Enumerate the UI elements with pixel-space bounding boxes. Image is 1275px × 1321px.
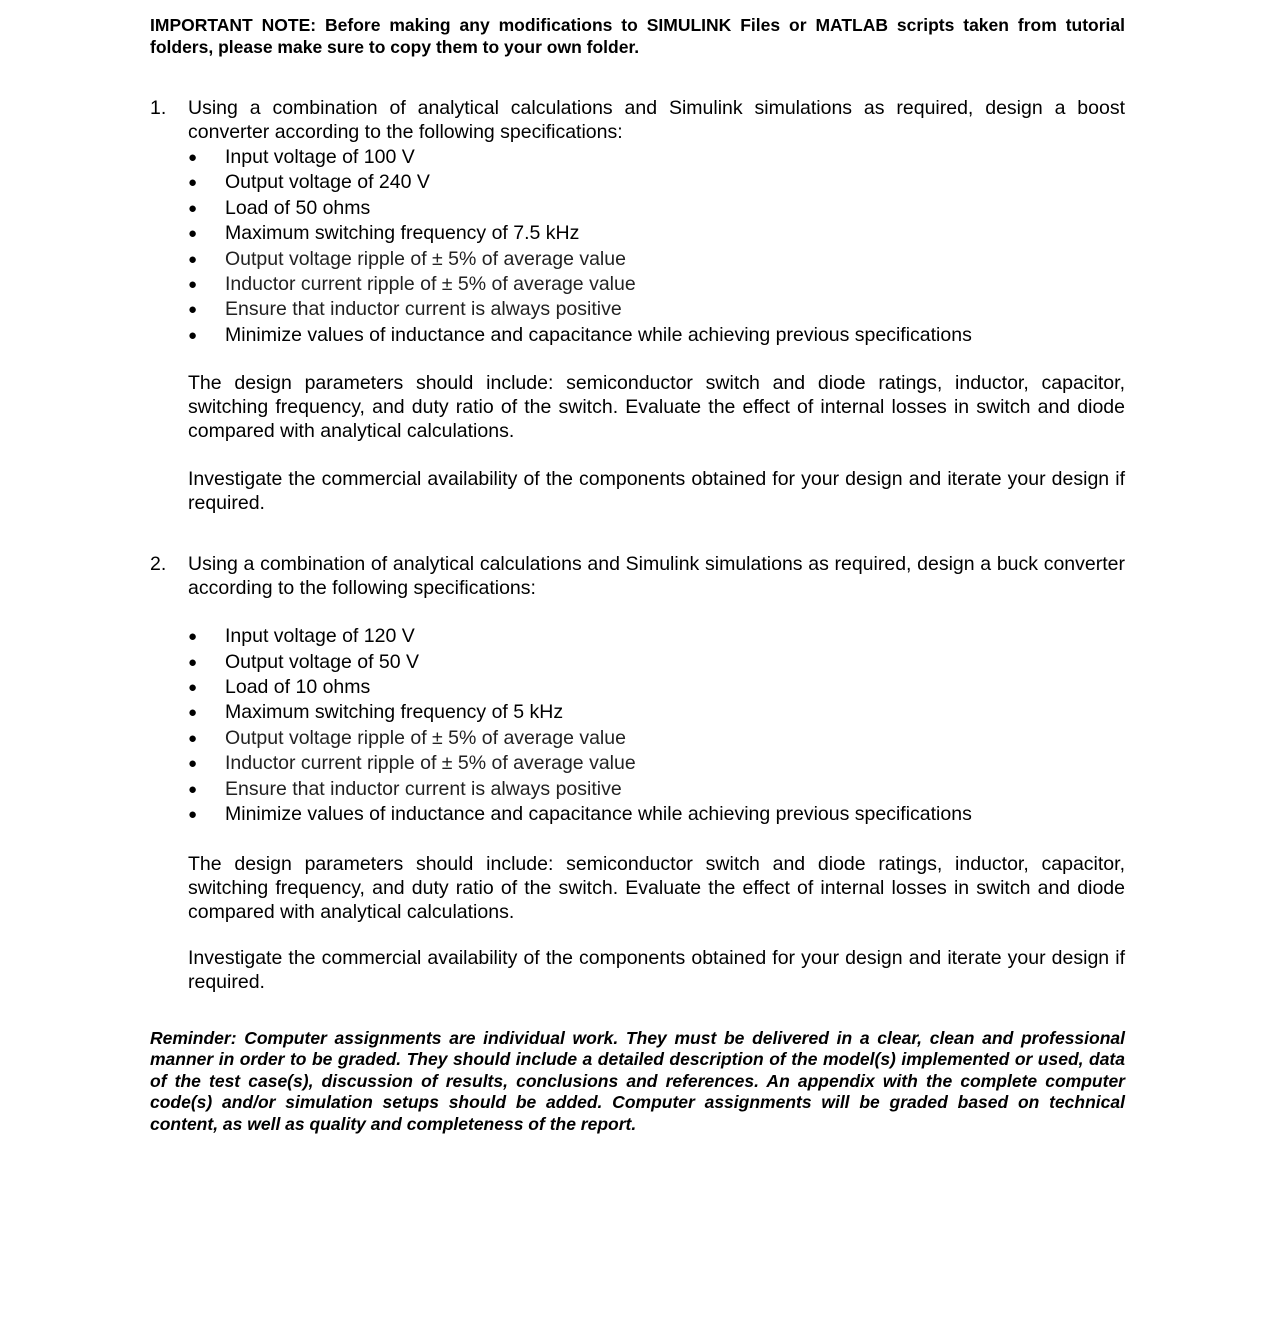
spec-item: ● Minimize values of inductance and capacitance while achieving previous specifications: [188, 323, 1125, 348]
spec-item: ● Maximum switching frequency of 7.5 kHz: [188, 221, 1125, 246]
bullet-icon: ●: [188, 199, 198, 217]
bullet-icon: ●: [188, 653, 198, 671]
bullet-icon: ●: [188, 250, 198, 268]
spec-item: ● Output voltage of 240 V: [188, 170, 1125, 195]
task-number: 1.: [150, 97, 167, 119]
investigate-paragraph: Investigate the commercial availability of the components obtained for your design and iterate your design if required.: [188, 946, 1125, 993]
bullet-icon: ●: [188, 149, 198, 166]
spec-item: ● Load of 50 ohms: [188, 196, 1125, 221]
spec-item: ● Maximum switching frequency of 5 kHz: [188, 700, 1125, 725]
reminder-note: Reminder: Computer assignments are individual work. They must be delivered in a clear, clean and professional manner in order to be graded. They should include a detailed description of the model(s) implemented or used, data of the test case(s), discussion of results, conclusions and references. An appendix with the complete computer code(s) and/or simulation setups should be added. Computer assignments will be graded based on technical content, as well as quality and completeness of the report.: [150, 1027, 1125, 1134]
bullet-icon: ●: [188, 806, 198, 824]
bullet-icon: ●: [188, 679, 198, 697]
document-page: [150, 14, 1125, 1135]
spec-item: ● Ensure that inductor current is always positive: [188, 777, 1125, 802]
design-parameters-paragraph: The design parameters should include: semiconductor switch and diode ratings, inductor, capacitor, switching frequency, and duty ratio of the switch. Evaluate the effect of internal losses in switch and diode compared with analytical calculations.: [188, 372, 1125, 443]
important-note: IMPORTANT NOTE: Before making any modifications to SIMULINK Files or MATLAB scripts taken from tutorial folders, please make sure to copy them to your own folder.: [150, 15, 1125, 57]
spec-item: ● Input voltage of 100 V: [188, 145, 1125, 170]
spec-item: ● Inductor current ripple of ± 5% of average value: [188, 272, 1125, 297]
task-1: [150, 96, 1125, 515]
design-parameters-paragraph: The design parameters should include: semiconductor switch and diode ratings, inductor, capacitor, switching frequency, and duty ratio of the switch. Evaluate the effect of internal losses in switch and diode compared with analytical calculations.: [188, 852, 1125, 923]
bullet-icon: ●: [188, 704, 198, 722]
investigate-paragraph: Investigate the commercial availability of the components obtained for your design and iterate your design if required.: [188, 468, 1125, 515]
bullet-icon: ●: [188, 628, 198, 646]
bullet-icon: ●: [188, 276, 198, 294]
bullet-icon: ●: [188, 755, 198, 773]
spec-list: [188, 624, 1125, 827]
spec-item: ● Output voltage ripple of ± 5% of average value: [188, 247, 1125, 272]
task-intro: Using a combination of analytical calculations and Simulink simulations as required, design a boost converter according to the following specifications:: [188, 97, 1125, 143]
spec-item: ● Ensure that inductor current is always positive: [188, 297, 1125, 322]
bullet-icon: ●: [188, 174, 198, 192]
bullet-icon: ●: [188, 780, 198, 798]
bullet-icon: ●: [188, 301, 198, 319]
spec-item: ● Input voltage of 120 V: [188, 624, 1125, 649]
task-number: 2.: [150, 553, 167, 576]
spec-item: ● Inductor current ripple of ± 5% of average value: [188, 751, 1125, 776]
task-intro: Using a combination of analytical calculations and Simulink simulations as required, design a buck converter according to the following specifications:: [188, 553, 1125, 600]
spec-item: ● Output voltage ripple of ± 5% of average value: [188, 726, 1125, 751]
spec-item: ● Load of 10 ohms: [188, 675, 1125, 700]
bullet-icon: ●: [188, 225, 198, 243]
task-2: [150, 552, 1125, 993]
spec-list: [188, 145, 1125, 348]
bullet-icon: ●: [188, 729, 198, 747]
bullet-icon: ●: [188, 326, 198, 344]
spec-item: ● Minimize values of inductance and capacitance while achieving previous specifications: [188, 802, 1125, 827]
spec-item: ● Output voltage of 50 V: [188, 650, 1125, 675]
